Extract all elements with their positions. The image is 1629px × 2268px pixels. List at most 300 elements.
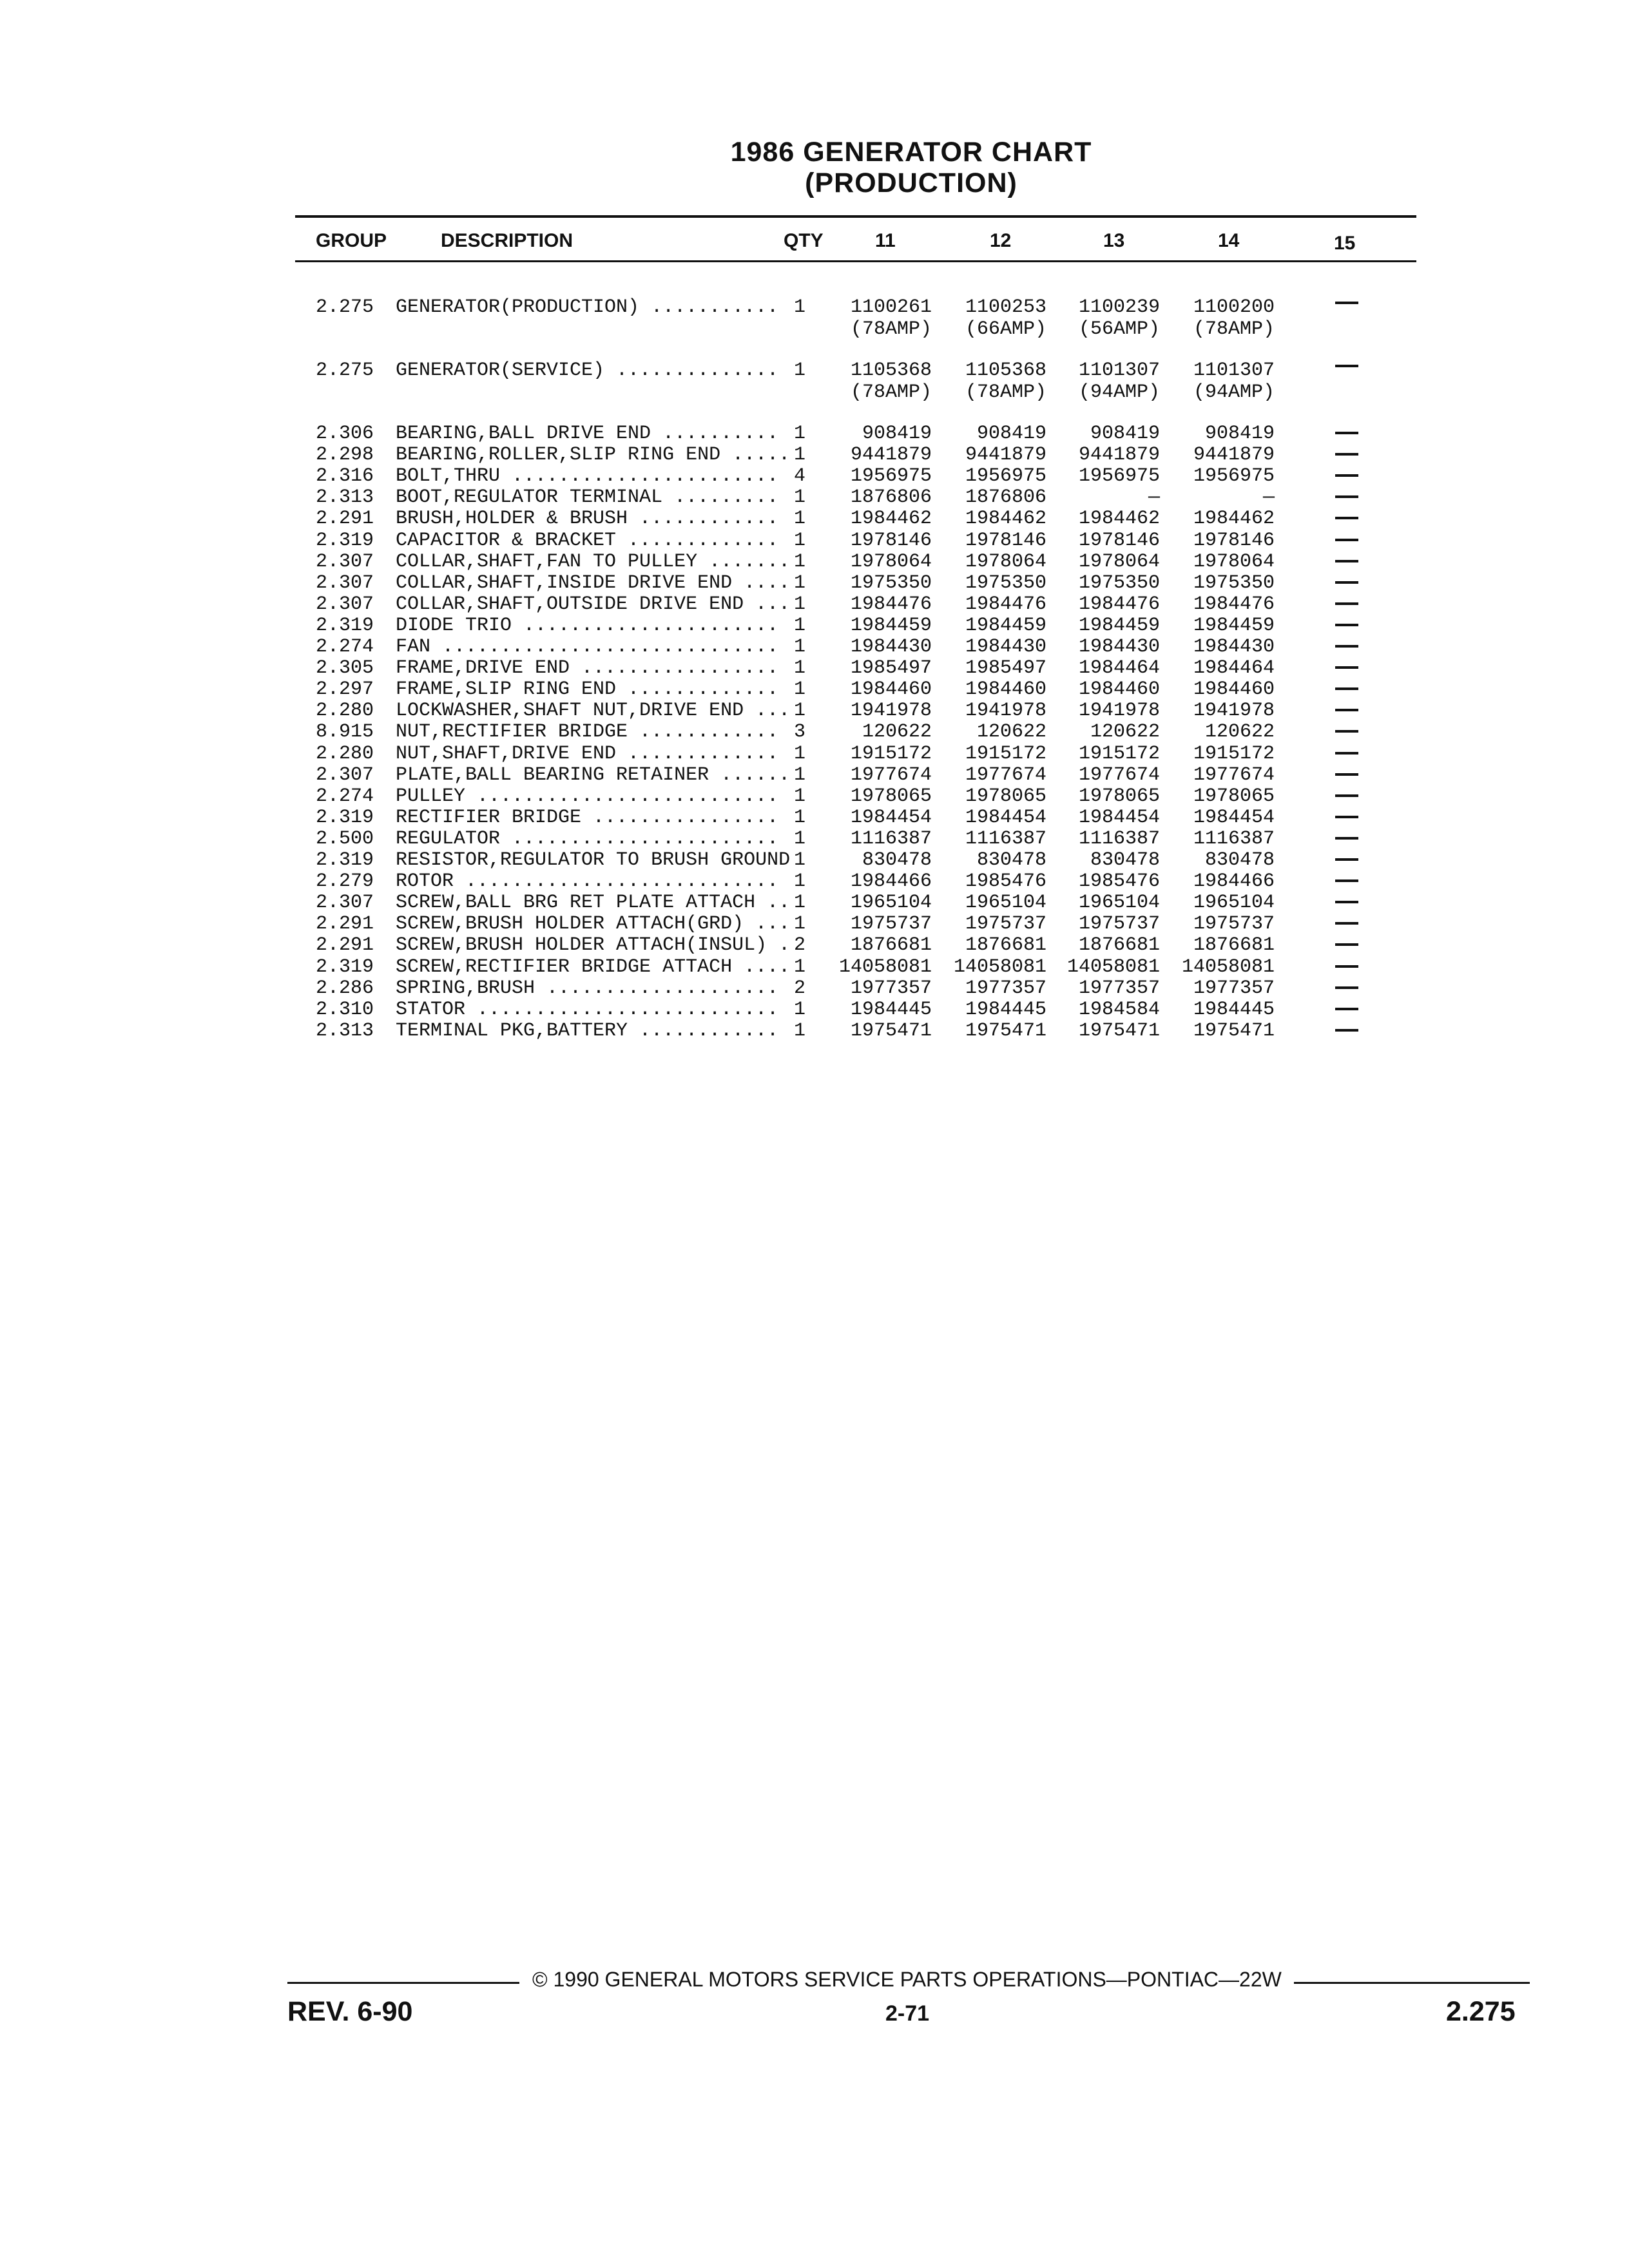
cell-group: 2.319 (316, 806, 374, 829)
cell-group: 2.291 (316, 508, 374, 530)
table-row (0, 593, 1629, 615)
cell-col-14: 1100200 (1193, 296, 1275, 318)
cell-col-13: 1100239 (1078, 296, 1160, 318)
title-line-2: (PRODUCTION) (805, 168, 1017, 198)
table-row (0, 828, 1629, 850)
cell-col-14: — (1262, 486, 1275, 509)
cell-description: SCREW,BRUSH HOLDER ATTACH(GRD) ... (396, 913, 791, 936)
table-row (0, 296, 1629, 318)
cell-col-14: 1876681 (1193, 934, 1275, 957)
cell-col-14: 908419 (1204, 423, 1275, 445)
cell-qty: 1 (794, 892, 806, 914)
cell-qty: 1 (794, 785, 806, 807)
cell-col-12: 1876806 (965, 486, 1046, 509)
cell-qty: 1 (794, 444, 806, 466)
cell-col-12: 1984430 (965, 636, 1046, 658)
cell-description: FRAME,DRIVE END ................. (396, 657, 779, 680)
cell-description: RECTIFIER BRIDGE ................ (396, 806, 779, 829)
cell-col-12: 1984462 (965, 508, 1046, 530)
cell-col-11: 1984430 (850, 636, 932, 658)
cell-description: TERMINAL PKG,BATTERY ............ (396, 1019, 779, 1042)
dash-col-15 (1335, 539, 1358, 541)
footer-page-number: 2-71 (885, 2001, 930, 2026)
cell-qty: 1 (794, 998, 806, 1021)
footer-section-number: 2.275 (1446, 1996, 1516, 2027)
cell-description: CAPACITOR & BRACKET ............. (396, 529, 779, 552)
cell-col-14: 1915172 (1193, 742, 1275, 765)
cell-col-12: 1984454 (965, 806, 1046, 829)
cell-description: BEARING,BALL DRIVE END .......... (396, 423, 779, 445)
dash-col-15 (1335, 517, 1358, 519)
cell-col-14: 1984459 (1193, 614, 1275, 637)
cell-group: 2.274 (316, 636, 374, 658)
cell-amp-14: (78AMP) (1193, 318, 1275, 340)
cell-col-12: 830478 (976, 849, 1046, 871)
dash-col-15 (1335, 773, 1358, 776)
cell-qty: 3 (794, 721, 806, 744)
table-row (0, 572, 1629, 594)
dash-col-15 (1335, 474, 1358, 477)
dash-col-15 (1335, 837, 1358, 840)
cell-col-11: 1965104 (850, 892, 932, 914)
dash-col-15 (1335, 730, 1358, 733)
cell-col-11: 1105368 (850, 360, 932, 381)
cell-qty: 1 (794, 742, 806, 765)
cell-col-11: 9441879 (850, 444, 932, 466)
header-qty: QTY (784, 230, 824, 251)
cell-description: LOCKWASHER,SHAFT NUT,DRIVE END ... (396, 700, 791, 722)
cell-description: NUT,RECTIFIER BRIDGE ............ (396, 721, 779, 744)
dash-col-15 (1335, 816, 1358, 818)
cell-col-11: 1876806 (850, 486, 932, 509)
cell-description: COLLAR,SHAFT,INSIDE DRIVE END .... (396, 572, 791, 594)
dash-col-15 (1335, 624, 1358, 626)
cell-group: 2.310 (316, 998, 374, 1021)
table-row (0, 999, 1629, 1021)
cell-col-13: 1977357 (1078, 977, 1160, 999)
cell-qty: 1 (794, 636, 806, 658)
header-top-rule (295, 215, 1416, 218)
cell-col-12: 1978065 (965, 785, 1046, 807)
page-title (0, 137, 1629, 198)
table-row (0, 743, 1629, 765)
cell-col-12: 1977357 (965, 977, 1046, 999)
table-row (0, 721, 1629, 743)
cell-description: COLLAR,SHAFT,FAN TO PULLEY ....... (396, 550, 791, 573)
cell-qty: 1 (794, 849, 806, 871)
cell-col-13: 1977674 (1078, 764, 1160, 786)
cell-group: 2.500 (316, 827, 374, 850)
table-row-amp (0, 318, 1629, 340)
cell-col-13: 1985476 (1078, 870, 1160, 893)
cell-col-11: 1975737 (850, 913, 932, 936)
cell-col-13: 1965104 (1078, 892, 1160, 914)
cell-col-11: 14058081 (838, 956, 932, 978)
table-row (0, 530, 1629, 552)
cell-description: BEARING,ROLLER,SLIP RING END ..... (396, 444, 791, 466)
cell-amp-12: (66AMP) (965, 318, 1046, 340)
dash-col-15 (1335, 365, 1358, 367)
cell-group: 2.298 (316, 444, 374, 466)
cell-col-13: 14058081 (1066, 956, 1160, 978)
dash-col-15 (1335, 901, 1358, 903)
footer-rev: REV. 6-90 (287, 1996, 413, 2027)
cell-col-14: 1975350 (1193, 572, 1275, 594)
table-row (0, 508, 1629, 530)
header-col-11: 11 (875, 230, 896, 251)
cell-col-13: 1915172 (1078, 742, 1160, 765)
table-row (0, 764, 1629, 786)
cell-amp-11: (78AMP) (850, 381, 932, 403)
cell-col-14: 1984460 (1193, 678, 1275, 701)
cell-col-13: 1978146 (1078, 529, 1160, 552)
cell-amp-13: (94AMP) (1078, 381, 1160, 403)
cell-col-12: 1915172 (965, 742, 1046, 765)
table-row (0, 913, 1629, 935)
cell-col-14: 1956975 (1193, 465, 1275, 488)
cell-description: SCREW,BALL BRG RET PLATE ATTACH .. (396, 892, 791, 914)
cell-qty: 1 (794, 423, 806, 445)
cell-col-13: 1984430 (1078, 636, 1160, 658)
cell-col-14: 1984430 (1193, 636, 1275, 658)
dash-col-15 (1335, 709, 1358, 711)
header-description: DESCRIPTION (441, 230, 574, 251)
cell-col-12: 14058081 (953, 956, 1046, 978)
cell-col-14: 1941978 (1193, 700, 1275, 722)
cell-col-14: 1977357 (1193, 977, 1275, 999)
cell-qty: 1 (794, 486, 806, 509)
cell-description: RESISTOR,REGULATOR TO BRUSH GROUND (396, 849, 791, 871)
cell-col-11: 1975350 (850, 572, 932, 594)
cell-description: FRAME,SLIP RING END ............. (396, 678, 779, 701)
cell-group: 2.291 (316, 913, 374, 936)
cell-qty: 1 (794, 529, 806, 552)
cell-group: 8.915 (316, 721, 374, 744)
cell-group: 2.307 (316, 572, 374, 594)
cell-col-12: 1984445 (965, 998, 1046, 1021)
cell-col-12: 1985497 (965, 657, 1046, 680)
cell-description: DIODE TRIO ...................... (396, 614, 779, 637)
cell-col-13: 1984460 (1078, 678, 1160, 701)
cell-col-14: 120622 (1204, 721, 1275, 744)
cell-col-12: 1975350 (965, 572, 1046, 594)
cell-col-13: 1984476 (1078, 593, 1160, 615)
cell-col-12: 1876681 (965, 934, 1046, 957)
header-col-14: 14 (1218, 230, 1240, 251)
cell-description: GENERATOR(SERVICE) .............. (396, 360, 779, 381)
cell-qty: 1 (794, 508, 806, 530)
cell-col-12: 1978146 (965, 529, 1046, 552)
cell-group: 2.286 (316, 977, 374, 999)
cell-col-11: 1984462 (850, 508, 932, 530)
cell-group: 2.275 (316, 296, 374, 318)
cell-group: 2.307 (316, 593, 374, 615)
cell-col-12: 9441879 (965, 444, 1046, 466)
cell-col-11: 1100261 (850, 296, 932, 318)
cell-col-12: 1965104 (965, 892, 1046, 914)
cell-qty: 1 (794, 700, 806, 722)
cell-col-12: 1977674 (965, 764, 1046, 786)
cell-qty: 1 (794, 956, 806, 978)
cell-col-11: 1978065 (850, 785, 932, 807)
cell-col-13: 1984462 (1078, 508, 1160, 530)
cell-col-13: 1975737 (1078, 913, 1160, 936)
cell-col-14: 1984462 (1193, 508, 1275, 530)
cell-col-12: 1984476 (965, 593, 1046, 615)
cell-col-11: 1978064 (850, 550, 932, 573)
cell-col-13: 1984464 (1078, 657, 1160, 680)
cell-col-12: 120622 (976, 721, 1046, 744)
cell-col-11: 120622 (862, 721, 932, 744)
cell-group: 2.313 (316, 1019, 374, 1042)
table-row (0, 657, 1629, 679)
cell-col-11: 1984466 (850, 870, 932, 893)
cell-group: 2.275 (316, 360, 374, 381)
cell-group: 2.280 (316, 742, 374, 765)
cell-col-11: 1984454 (850, 806, 932, 829)
cell-col-11: 1984459 (850, 614, 932, 637)
table-row (0, 870, 1629, 892)
cell-qty: 2 (794, 977, 806, 999)
header-col-12: 12 (990, 230, 1012, 251)
cell-col-11: 1941978 (850, 700, 932, 722)
footer-copyright: © 1990 GENERAL MOTORS SERVICE PARTS OPERATIONS—PONTIAC—22W (532, 1968, 1282, 1991)
cell-col-13: 1941978 (1078, 700, 1160, 722)
cell-group: 2.307 (316, 764, 374, 786)
cell-col-11: 1977674 (850, 764, 932, 786)
cell-col-14: 1975737 (1193, 913, 1275, 936)
cell-col-13: 908419 (1090, 423, 1160, 445)
cell-group: 2.319 (316, 956, 374, 978)
cell-col-11: 1978146 (850, 529, 932, 552)
dash-col-15 (1335, 432, 1358, 434)
dash-col-15 (1335, 666, 1358, 669)
cell-description: SCREW,RECTIFIER BRIDGE ATTACH .... (396, 956, 791, 978)
dash-col-15 (1335, 453, 1358, 456)
cell-col-13: 1984454 (1078, 806, 1160, 829)
cell-description: ROTOR ........................... (396, 870, 779, 893)
cell-qty: 1 (794, 614, 806, 637)
cell-qty: 1 (794, 572, 806, 594)
cell-col-11: 1915172 (850, 742, 932, 765)
cell-col-13: 1984459 (1078, 614, 1160, 637)
dash-col-15 (1335, 495, 1358, 498)
cell-col-12: 1978064 (965, 550, 1046, 573)
cell-col-11: 1977357 (850, 977, 932, 999)
cell-group: 2.305 (316, 657, 374, 680)
table-row (0, 360, 1629, 381)
cell-group: 2.313 (316, 486, 374, 509)
cell-group: 2.316 (316, 465, 374, 488)
cell-qty: 1 (794, 296, 806, 318)
header-col-13: 13 (1103, 230, 1125, 251)
dash-col-15 (1335, 858, 1358, 861)
dash-col-15 (1335, 581, 1358, 584)
cell-qty: 1 (794, 806, 806, 829)
column-header-row (0, 230, 1629, 256)
cell-col-13: 1116387 (1078, 827, 1160, 850)
cell-col-12: 1941978 (965, 700, 1046, 722)
cell-col-12: 1100253 (965, 296, 1046, 318)
cell-col-13: 1956975 (1078, 465, 1160, 488)
cell-qty: 1 (794, 870, 806, 893)
table-row (0, 615, 1629, 637)
cell-qty: 1 (794, 678, 806, 701)
cell-col-13: 1978065 (1078, 785, 1160, 807)
cell-col-12: 1116387 (965, 827, 1046, 850)
cell-qty: 1 (794, 913, 806, 936)
cell-group: 2.306 (316, 423, 374, 445)
cell-col-14: 1984454 (1193, 806, 1275, 829)
cell-col-11: 1985497 (850, 657, 932, 680)
table-row (0, 465, 1629, 487)
dash-col-15 (1335, 986, 1358, 989)
cell-col-14: 1978146 (1193, 529, 1275, 552)
cell-col-14: 1116387 (1193, 827, 1275, 850)
cell-col-14: 1978065 (1193, 785, 1275, 807)
cell-description: PLATE,BALL BEARING RETAINER ...... (396, 764, 791, 786)
cell-qty: 4 (794, 465, 806, 488)
cell-col-12: 1984459 (965, 614, 1046, 637)
table-row (0, 486, 1629, 508)
table-row-amp (0, 381, 1629, 403)
table-row (0, 678, 1629, 700)
cell-description: PULLEY .......................... (396, 785, 779, 807)
table-row (0, 849, 1629, 871)
cell-group: 2.307 (316, 550, 374, 573)
cell-group: 2.319 (316, 529, 374, 552)
cell-col-13: 1975471 (1078, 1019, 1160, 1042)
cell-description: NUT,SHAFT,DRIVE END ............. (396, 742, 779, 765)
cell-col-13: 120622 (1090, 721, 1160, 744)
cell-col-13: 1975350 (1078, 572, 1160, 594)
cell-qty: 1 (794, 360, 806, 381)
cell-col-14: 1984476 (1193, 593, 1275, 615)
cell-qty: 1 (794, 1019, 806, 1042)
cell-qty: 1 (794, 764, 806, 786)
dash-col-15 (1335, 645, 1358, 648)
cell-description: REGULATOR ....................... (396, 827, 779, 850)
cell-col-14: 1977674 (1193, 764, 1275, 786)
cell-col-14: 1965104 (1193, 892, 1275, 914)
table-row (0, 551, 1629, 573)
cell-col-11: 1984476 (850, 593, 932, 615)
cell-qty: 2 (794, 934, 806, 957)
cell-col-11: 830478 (862, 849, 932, 871)
cell-col-11: 1116387 (850, 827, 932, 850)
dash-col-15 (1335, 1008, 1358, 1010)
cell-qty: 1 (794, 657, 806, 680)
cell-col-14: 1984464 (1193, 657, 1275, 680)
table-row (0, 892, 1629, 914)
cell-qty: 1 (794, 593, 806, 615)
cell-col-14: 1975471 (1193, 1019, 1275, 1042)
cell-col-14: 1984445 (1193, 998, 1275, 1021)
table-row (0, 807, 1629, 829)
dash-col-15 (1335, 922, 1358, 925)
cell-col-13: 1984584 (1078, 998, 1160, 1021)
cell-description: FAN ............................. (396, 636, 779, 658)
cell-col-14: 9441879 (1193, 444, 1275, 466)
table-row (0, 934, 1629, 956)
dash-col-15 (1335, 879, 1358, 882)
cell-col-12: 1984460 (965, 678, 1046, 701)
cell-col-13: 9441879 (1078, 444, 1160, 466)
cell-col-14: 14058081 (1181, 956, 1275, 978)
dash-col-15 (1335, 687, 1358, 690)
cell-col-11: 1876681 (850, 934, 932, 957)
cell-description: SCREW,BRUSH HOLDER ATTACH(INSUL) . (396, 934, 791, 957)
footer-right-rule (1294, 1982, 1530, 1984)
cell-description: BOLT,THRU ....................... (396, 465, 779, 488)
cell-col-13: 1978064 (1078, 550, 1160, 573)
dash-col-15 (1335, 943, 1358, 946)
cell-group: 2.297 (316, 678, 374, 701)
cell-col-13: 1876681 (1078, 934, 1160, 957)
cell-amp-12: (78AMP) (965, 381, 1046, 403)
cell-col-14: 1978064 (1193, 550, 1275, 573)
cell-qty: 1 (794, 550, 806, 573)
cell-group: 2.319 (316, 849, 374, 871)
header-col-15: 15 (1334, 233, 1356, 254)
cell-col-12: 908419 (976, 423, 1046, 445)
cell-col-12: 1975737 (965, 913, 1046, 936)
cell-col-11: 908419 (862, 423, 932, 445)
cell-col-13: 1101307 (1078, 360, 1160, 381)
cell-col-12: 1105368 (965, 360, 1046, 381)
cell-col-11: 1975471 (850, 1019, 932, 1042)
table-row (0, 444, 1629, 466)
dash-col-15 (1335, 794, 1358, 797)
table-row (0, 785, 1629, 807)
cell-amp-11: (78AMP) (850, 318, 932, 340)
cell-col-14: 1984466 (1193, 870, 1275, 893)
table-row (0, 423, 1629, 445)
cell-col-13: 830478 (1090, 849, 1160, 871)
cell-amp-14: (94AMP) (1193, 381, 1275, 403)
cell-col-12: 1975471 (965, 1019, 1046, 1042)
header-bottom-rule (295, 260, 1416, 262)
cell-col-12: 1985476 (965, 870, 1046, 893)
table-row (0, 1020, 1629, 1042)
cell-group: 2.319 (316, 614, 374, 637)
cell-group: 2.291 (316, 934, 374, 957)
cell-col-11: 1984445 (850, 998, 932, 1021)
cell-description: GENERATOR(PRODUCTION) ........... (396, 296, 779, 318)
cell-col-14: 830478 (1204, 849, 1275, 871)
cell-col-12: 1956975 (965, 465, 1046, 488)
cell-description: BOOT,REGULATOR TERMINAL ......... (396, 486, 779, 509)
cell-description: STATOR .......................... (396, 998, 779, 1021)
cell-group: 2.279 (316, 870, 374, 893)
table-row (0, 700, 1629, 722)
cell-amp-13: (56AMP) (1078, 318, 1160, 340)
dash-col-15 (1335, 560, 1358, 562)
cell-description: SPRING,BRUSH .................... (396, 977, 779, 999)
cell-qty: 1 (794, 827, 806, 850)
dash-col-15 (1335, 752, 1358, 754)
cell-description: COLLAR,SHAFT,OUTSIDE DRIVE END ... (396, 593, 791, 615)
table-row (0, 956, 1629, 978)
cell-description: BRUSH,HOLDER & BRUSH ............ (396, 508, 779, 530)
title-line-1: 1986 GENERATOR CHART (730, 137, 1092, 168)
table-row (0, 977, 1629, 999)
cell-col-14: 1101307 (1193, 360, 1275, 381)
header-group: GROUP (316, 230, 387, 251)
dash-col-15 (1335, 965, 1358, 968)
table-row (0, 636, 1629, 658)
cell-group: 2.307 (316, 892, 374, 914)
